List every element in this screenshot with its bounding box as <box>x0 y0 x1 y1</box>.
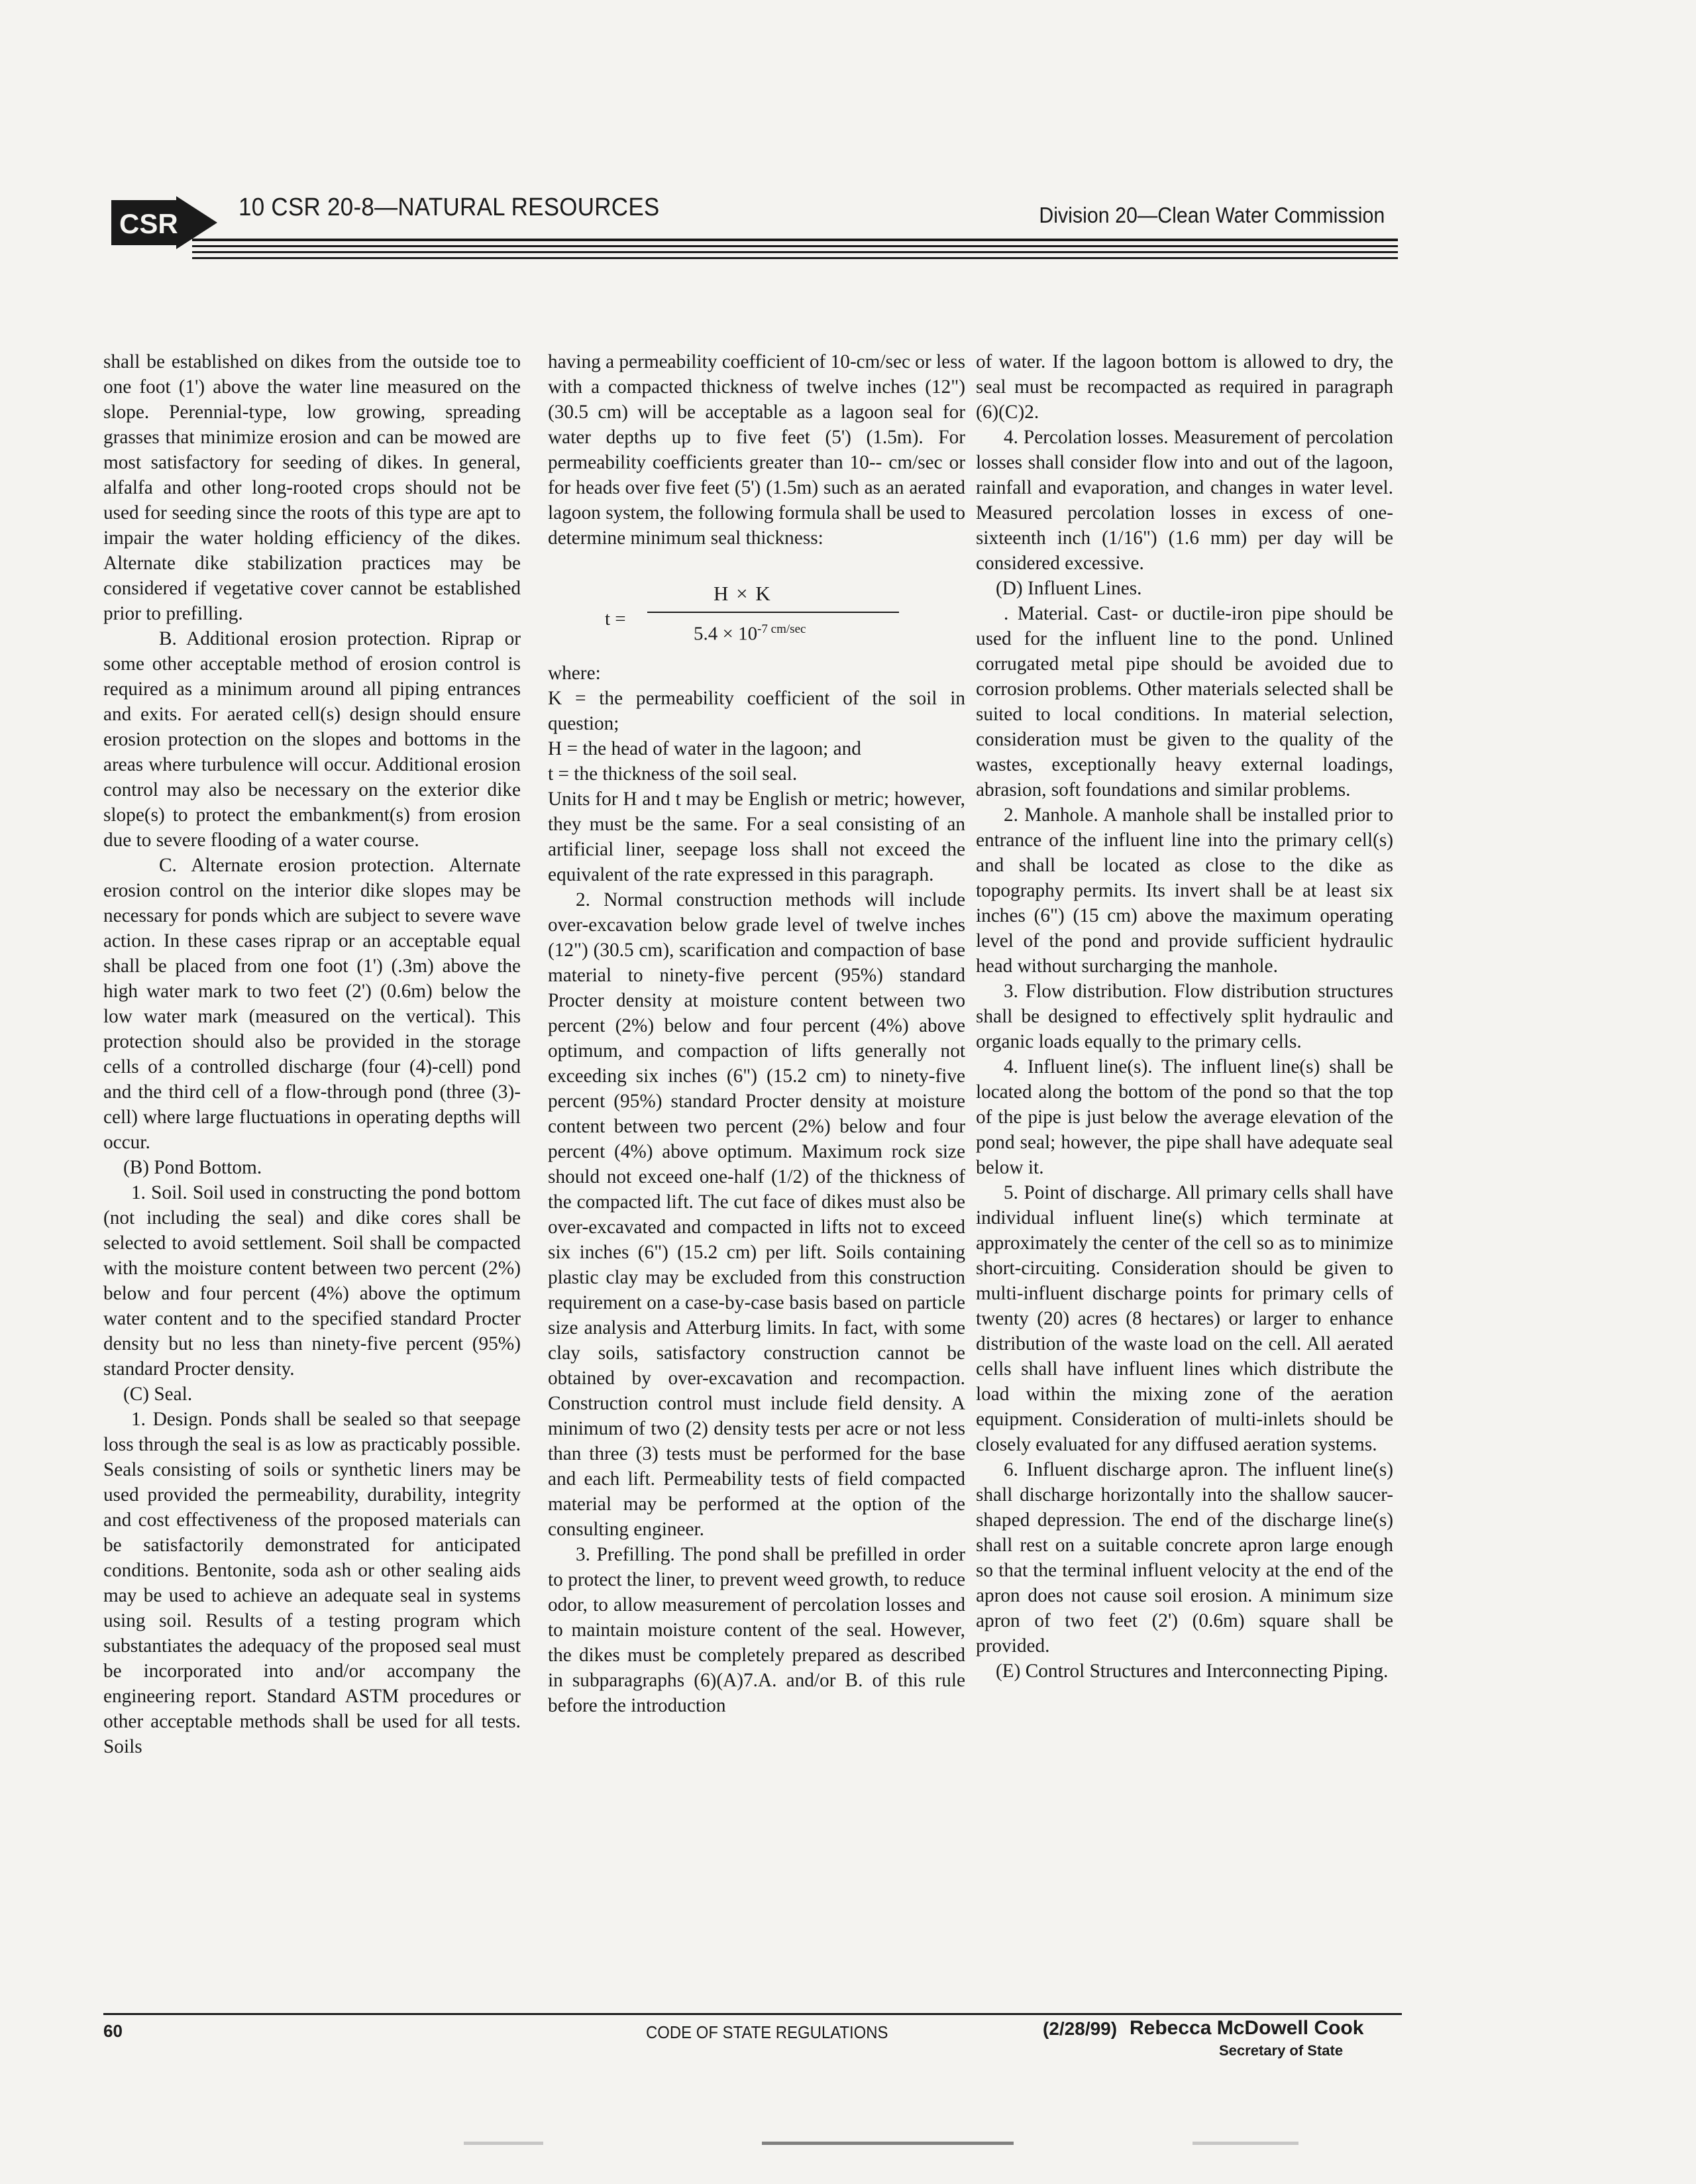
seal-thickness-formula <box>548 581 965 654</box>
paragraph: Units for H and t may be English or metric; however, they must be the same. For a seal consisting of an artificial liner, seepage loss shall not exceed the equivalent of the rate expressed in this paragraph. <box>548 789 965 885</box>
formula-lhs: t = <box>605 608 626 629</box>
paragraph: 1. Design. Ponds shall be sealed so that seepage loss through the seal is as low as practicably possible. Seals consisting of soils or synthetic liners may be used provided the permeability, durability, integrity and cost effectiveness of the proposed materials can be satisfactorily demonstrated for anticipated conditions. Bentonite, soda ash or other sealing aids may be used to achieve an adequate seal in systems using soil. Results of a testing program which substantiates the adequacy of the proposed seal must be incorporated into and/or accompany the engineering report. Standard ASTM procedures or other acceptable methods shall be used for all tests. Soils <box>103 1409 521 1757</box>
header-rule <box>192 257 1398 259</box>
formula-numerator: H × K <box>714 582 772 605</box>
paragraph: 6. Influent discharge apron. The influent line(s) shall discharge horizontally into the shallow saucer-shaped depression. The end of the discharge line(s) shall rest on a suitable concrete apron large enough so that the terminal influent velocity at the end of the apron does not cause soil erosion. A minimum size apron of two feet (2') (0.6m) square shall be provided. <box>976 1459 1393 1657</box>
paragraph: 2. Normal construction methods will include over-excavation below grade level of twelve inches (12") (30.5 cm), scarification and compaction of base material to ninety-five percent (95%) standard Procter density at moisture content between two percent (2%) below and four percent (4%) above optimum, and compaction of lifts generally not exceeding six inches (6") (15.2 cm) to ninety-five percent (95%) standard Procter density at moisture content between two percent (2%) below and four percent (4%) above optimum. Maximum rock size should not exceed one-half (1/2) of the thickness of the compacted lift. The cut face of dikes must also be over-excavated and compacted in lifts not to exceed six inches (6") (15.2 cm) per lift. Soils containing plastic clay may be excluded from this construction requirement on a case-by-case basis based on particle size analysis and Atterburg limits. In fact, with some clay soils, satisfactory construction cannot be obtained by over-excavation and recompaction. Construction control must include field density. A minimum of two (2) density tests per acre or not less than three (3) tests must be performed for the base and each lift. Permeability tests of field compacted material may be performed at the option of the consulting engineer. <box>548 889 965 1540</box>
footer-rule <box>103 2013 1402 2015</box>
paragraph: B. Additional erosion protection. Riprap or some other acceptable method of erosion control is required as a minimum around all piping entrances and exits. For aerated cell(s) design should ensure erosion protection on the slopes and bottoms in the areas where turbulence will occur. Additional erosion control may also be necessary on the exterior dike slope(s) to protect the embankment(s) from erosion due to severe flooding of a water course. <box>103 628 521 851</box>
header-rule <box>192 239 1398 241</box>
paragraph: shall be established on dikes from the outside toe to one foot (1') above the water line measured on the slope. Perennial-type, low growing, spreading grasses that minimize erosion and can be mowed are most satisfactory for seeding of dikes. In general, alfalfa and other long-rooted crops should not be used for seeding since the roots of this type are apt to impair the water holding efficiency of the dikes. Alternate dike stabilization practices may be considered if vegetative cover cannot be established prior to prefilling. <box>103 351 521 624</box>
paragraph: 3. Prefilling. The pond shall be prefilled in order to protect the liner, to prevent weed growth, to reduce odor, to allow measurement of percolation losses and to maintain moisture content of the seal. However, the dikes must be completely prepared as described in subparagraphs (6)(A)7.A. and/or B. of this rule before the introduction <box>548 1544 965 1716</box>
page-number: 60 <box>103 2021 123 2041</box>
scan-artifact <box>762 2142 1014 2145</box>
section-heading: (B) Pond Bottom. <box>123 1157 262 1178</box>
logo-text: CSR <box>119 208 178 239</box>
paragraph: 4. Percolation losses. Measurement of percolation losses shall consider flow into and out of the lagoon, rainfall and evaporation, and changes in water level. Measured percolation losses in excess of one-sixteenth inch (1/16") (1.6 mm) per day will be considered excessive. <box>976 427 1393 574</box>
column-3 <box>976 349 1393 1684</box>
section-heading: (E) Control Structures and Interconnecting Piping. <box>996 1661 1389 1682</box>
paragraph: where: <box>548 663 601 684</box>
formula-fraction-bar <box>647 612 899 613</box>
section-heading: (D) Influent Lines. <box>996 578 1142 599</box>
paragraph: . Material. Cast- or ductile-iron pipe should be used for the influent line to the pond. Unlined corrugated metal pipe should be avoided due to corrosion problems. Other materials selected shall be suited to local conditions. In material selection, consideration must be given to the quality of the wastes, exceptionally heavy external loadings, abrasion, soft foundations and similar problems. <box>976 603 1393 800</box>
header-rule <box>192 245 1398 247</box>
paragraph: 5. Point of discharge. All primary cells shall have individual influent line(s) which terminate at approximately the center of the cell so as to minimize short-circuiting. Consideration should be given to multi-influent discharge points for primary cells of twenty (20) acres (8 hectares) or larger to enhance distribution of the waste load on the cell. All aerated cells shall have influent lines which distribute the load within the mixing zone of the aeration equipment. Consideration of multi-inlets should be closely evaluated for any diffused aeration systems. <box>976 1182 1393 1455</box>
footer-center-title: CODE OF STATE REGULATIONS <box>646 2022 888 2042</box>
definition: K = the permeability coefficient of the soil in question; <box>548 688 965 734</box>
paragraph: of water. If the lagoon bottom is allowed to dry, the seal must be recompacted as required in paragraph (6)(C)2. <box>976 351 1393 423</box>
footer-date: (2/28/99) <box>1043 2018 1118 2039</box>
paragraph: C. Alternate erosion protection. Alternate erosion control on the interior dike slopes may be necessary for ponds which are subject to severe wave action. In these cases riprap or an acceptable equal shall be placed from one foot (1') (.3m) above the high water mark to two feet (2') (0.6m) below the low water mark (measured on the vertical). This protection should also be provided in the storage cells of a controlled discharge (four (4)-cell) pond and the third cell of a flow-through pond (three (3)-cell) where large fluctuations in operating depths will occur. <box>103 855 521 1153</box>
formula-denominator: $5.4 \times 10^{-7 cm/sec}$ <box>694 622 806 645</box>
paragraph: 4. Influent line(s). The influent line(s) shall be located along the bottom of the pond so that the top of the pipe is just below the average elevation of the pond seal; however, the pipe shall have adequate seal below it. <box>976 1056 1393 1178</box>
scan-artifact <box>1192 2142 1298 2145</box>
footer-title: Secretary of State <box>1219 2042 1344 2059</box>
definition: H = the head of water in the lagoon; and <box>548 738 861 759</box>
csr-logo <box>111 196 217 249</box>
paragraph: 1. Soil. Soil used in constructing the pond bottom (not including the seal) and dike cores shall be selected to avoid settlement. Soil shall be compacted with the moisture content between two percent (2%) below and four percent (4%) above the optimum water content and to the specified standard Procter density but no less than ninety-five percent (95%) standard Procter density. <box>103 1182 521 1380</box>
column-1 <box>103 349 521 1759</box>
paragraph: 3. Flow distribution. Flow distribution structures shall be designed to effectively split hydraulic and organic loads equally to the primary cells. <box>976 981 1393 1052</box>
scan-artifact <box>464 2142 543 2145</box>
paragraph: having a permeability coefficient of 10-cm/sec or less with a compacted thickness of twelve inches (12") (30.5 cm) will be acceptable as a lagoon seal for water depths up to five feet (5') (1.5m). For permeability coefficients greater than 10-- cm/sec or for heads over five feet (5') (1.5m) such as an aerated lagoon system, the following formula shall be used to determine minimum seal thickness: <box>548 351 965 549</box>
header-left-title: 10 CSR 20-8—NATURAL RESOURCES <box>238 193 660 221</box>
footer-name: Rebecca McDowell Cook <box>1130 2017 1364 2039</box>
section-heading: (C) Seal. <box>123 1384 193 1405</box>
paragraph: 2. Manhole. A manhole shall be installed prior to entrance of the influent line into the primary cell(s) and shall be located as close to the dike as topography permits. Its invert shall be at least six inches (6") (15 cm) above the maximum operating level of the pond and provide sufficient hydraulic head without surcharging the manhole. <box>976 804 1393 977</box>
header-rule <box>192 251 1398 253</box>
header-right-title: Division 20—Clean Water Commission <box>1039 203 1385 227</box>
column-2 <box>548 349 965 1718</box>
definition: t = the thickness of the soil seal. <box>548 763 798 785</box>
